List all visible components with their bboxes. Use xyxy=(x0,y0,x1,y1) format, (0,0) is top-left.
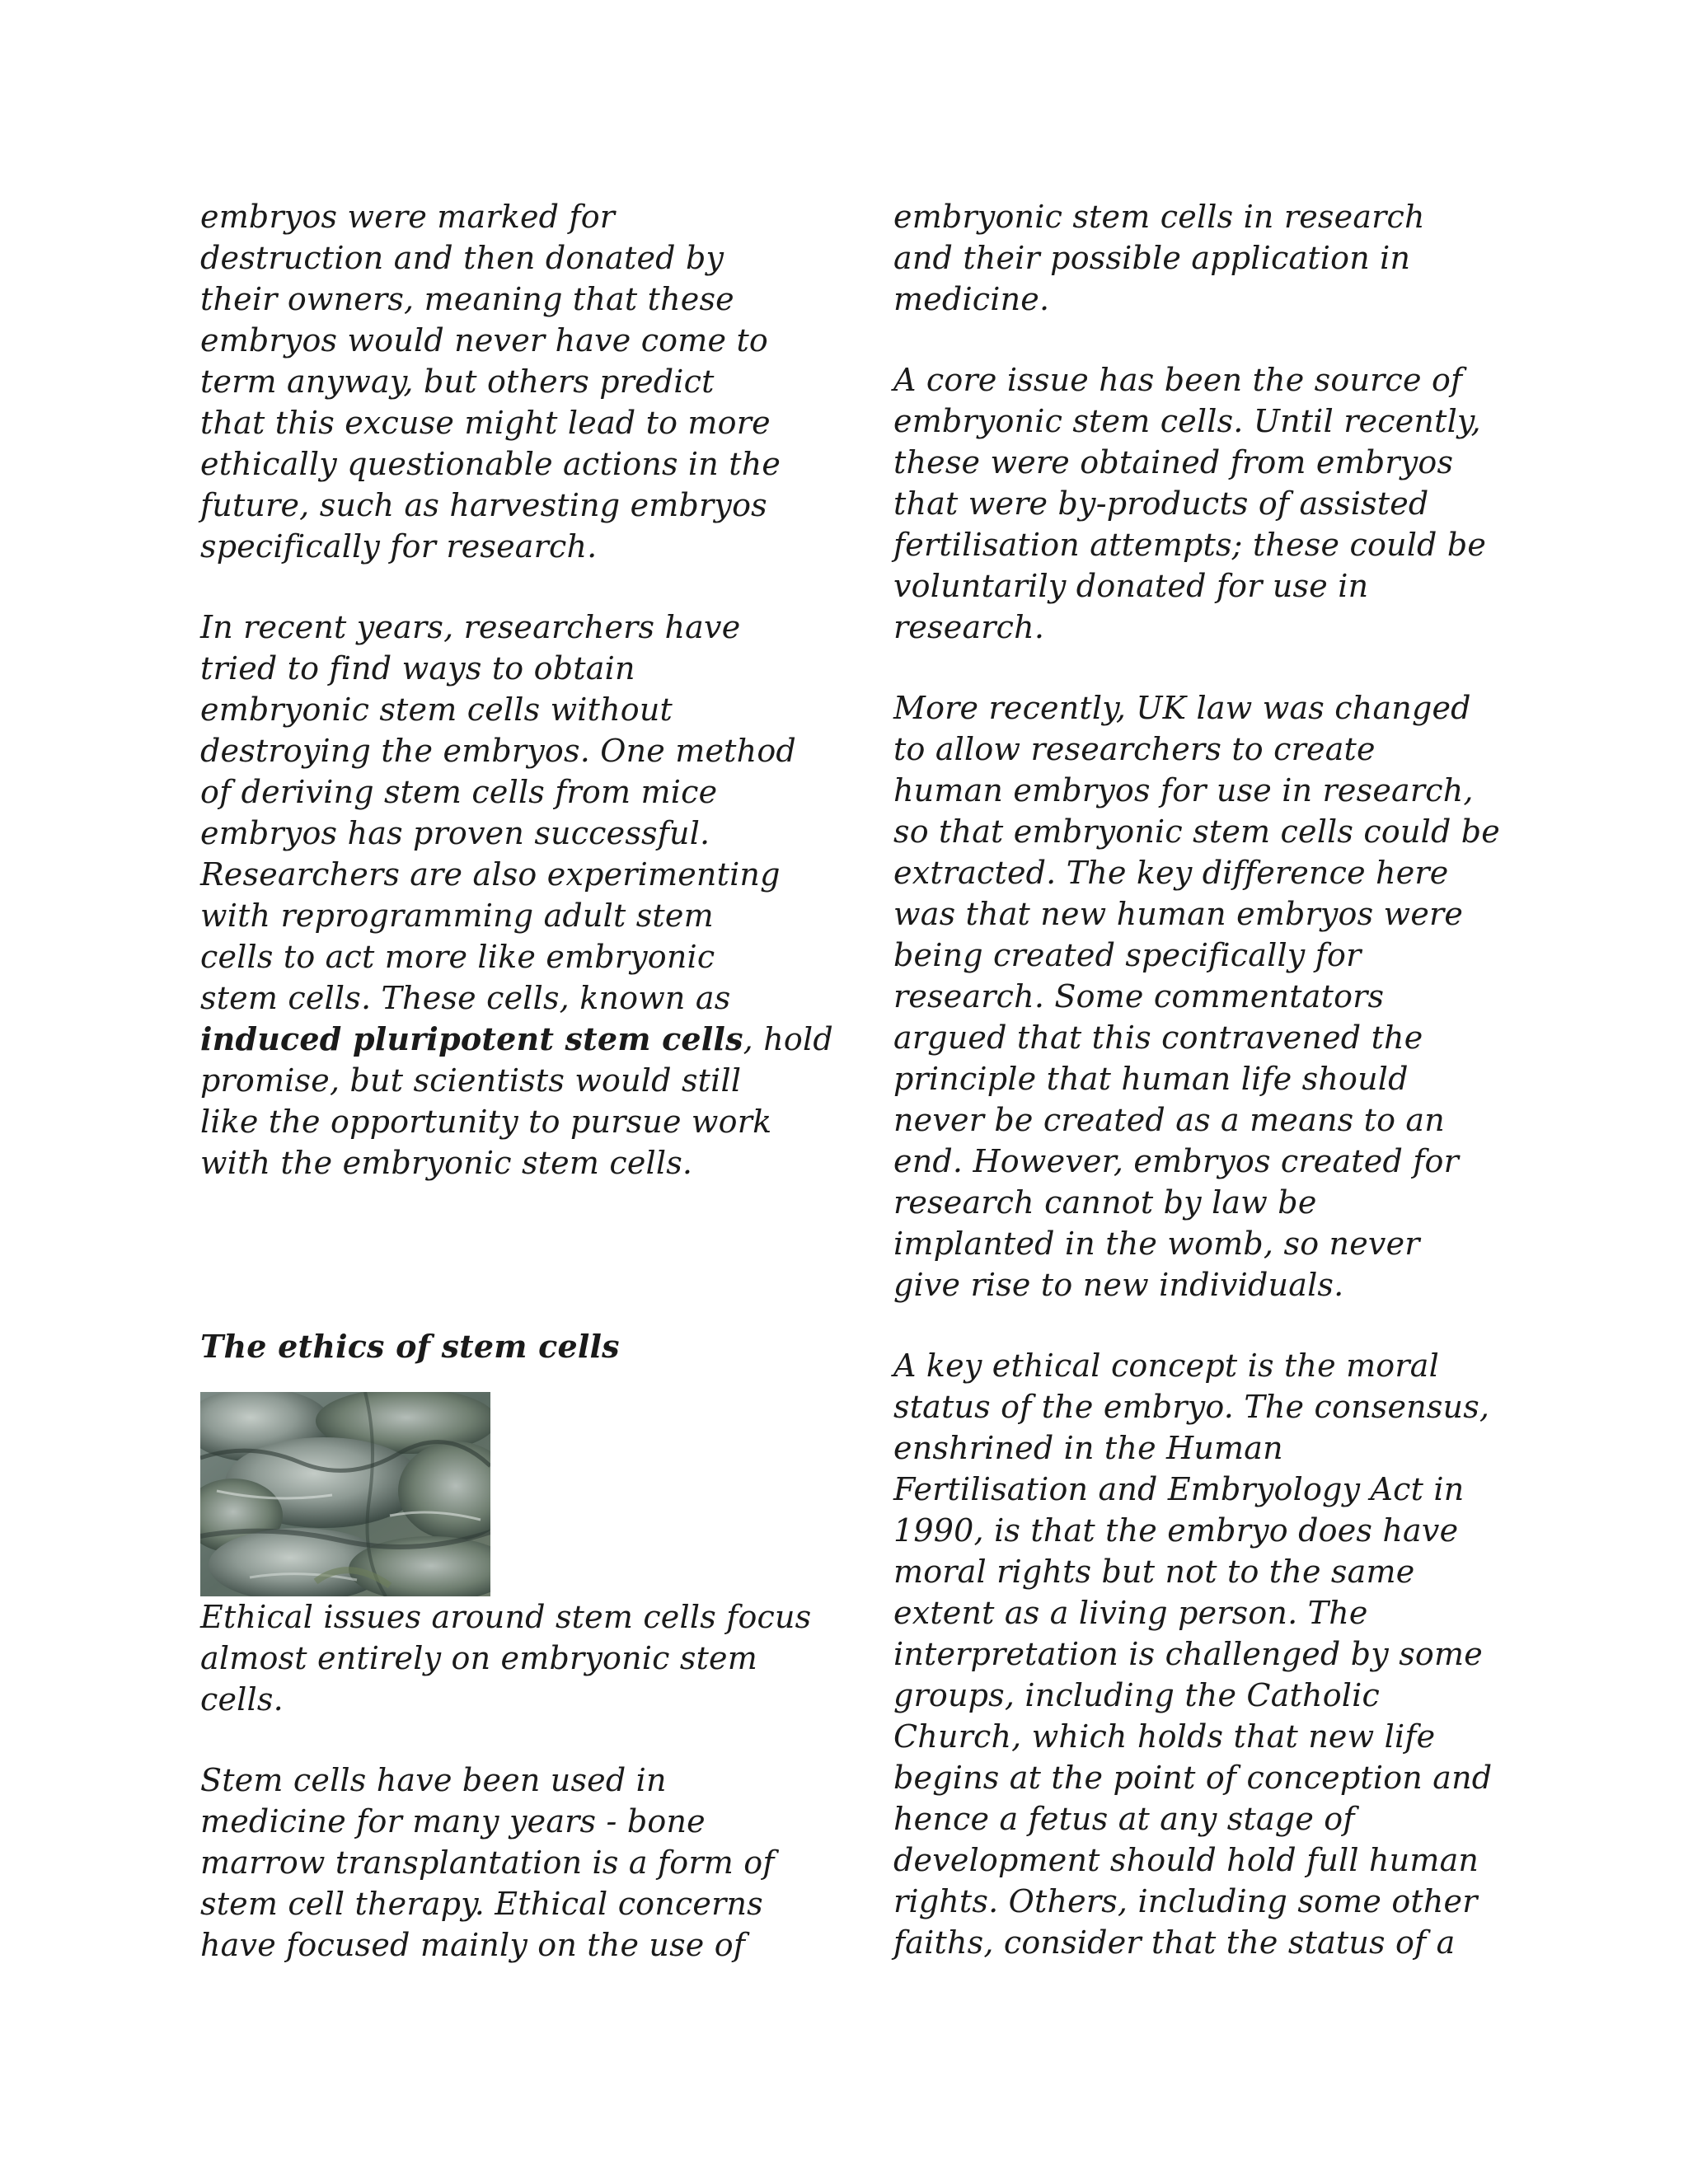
text-line: ethically questionable actions in the xyxy=(200,446,781,482)
text-line: groups, including the Catholic xyxy=(893,1677,1380,1713)
text-line: More recently, UK law was changed xyxy=(893,690,1471,726)
text-line: medicine for many years - bone xyxy=(200,1803,706,1840)
text-line: term anyway, but others predict xyxy=(200,363,715,400)
text-line: their owners, meaning that these xyxy=(200,281,734,317)
text-line: enshrined in the Human xyxy=(893,1430,1283,1466)
paragraph-core-issue xyxy=(893,359,1520,648)
text-line: with the embryonic stem cells. xyxy=(200,1145,693,1181)
text-line: begins at the point of conception and xyxy=(893,1760,1493,1796)
text-line: destroying the embryos. One method xyxy=(200,733,796,769)
text-line: was that new human embryos were xyxy=(893,896,1464,932)
text-line: give rise to new individuals. xyxy=(893,1267,1344,1303)
text-line: Fertilisation and Embryology Act in xyxy=(893,1471,1465,1507)
text-line: future, such as harvesting embryos xyxy=(200,487,767,523)
text-line: extent as a living person. The xyxy=(893,1595,1368,1631)
text-line: A core issue has been the source of xyxy=(893,362,1463,398)
text-line: 1990, is that the embryo does have xyxy=(893,1512,1459,1549)
text-line: Ethical issues around stem cells xyxy=(200,1599,716,1635)
paragraph-stem-cell-medicine xyxy=(200,1760,827,1966)
text-line: extracted. The key difference here xyxy=(893,855,1449,891)
text-line: embryonic stem cells. Until recently, xyxy=(893,403,1481,439)
text-line: focus almost entirely on embryonic xyxy=(200,1599,812,1676)
text-line: Researchers are also experimenting xyxy=(200,856,781,893)
paragraph-embryo-destruction xyxy=(200,196,827,567)
text-line: research cannot by law be xyxy=(893,1184,1317,1221)
paragraph-uk-law xyxy=(893,687,1520,1305)
text-line: tried to find ways to obtain xyxy=(200,650,635,687)
text-line: being created specifically for xyxy=(893,937,1362,973)
section-heading: The ethics of stem cells xyxy=(200,1328,620,1365)
text-line xyxy=(200,1019,833,1060)
text-line: embryos were marked for xyxy=(200,199,616,235)
text-line: development should hold full human xyxy=(893,1842,1479,1878)
text-line: stem cell therapy. Ethical concerns xyxy=(200,1886,763,1922)
text-line: status of the embryo. The consensus, xyxy=(893,1389,1490,1425)
paragraph-continuation xyxy=(893,196,1520,320)
text-line: embryos would never have come to xyxy=(200,322,769,359)
text-line: embryonic stem cells in research xyxy=(893,199,1425,235)
text-line: with reprogramming adult stem xyxy=(200,898,714,934)
text-line: hence a fetus at any stage of xyxy=(893,1801,1355,1837)
text-line: like the opportunity to pursue work xyxy=(200,1104,772,1140)
text-line: Church, which holds that new life xyxy=(893,1718,1436,1755)
text-line: have focused mainly on the use of xyxy=(200,1927,746,1963)
text-line: and their possible application in xyxy=(893,240,1411,276)
text-line: destruction and then donated by xyxy=(200,240,724,276)
text-line: Stem cells have been used in xyxy=(200,1762,667,1798)
text-line: so that embryonic stem cells could be xyxy=(893,813,1500,850)
text-line: stem cells. xyxy=(200,1640,757,1718)
bold-term-ipsc: induced pluripotent stem cells xyxy=(200,1020,743,1057)
text-line: interpretation is challenged by some xyxy=(893,1636,1483,1672)
text-line: rights. Others, including some other xyxy=(893,1883,1478,1919)
text-line: research. Some commentators xyxy=(893,978,1385,1015)
text-line: that this excuse might lead to more xyxy=(200,405,771,441)
text-line: embryos has proven successful. xyxy=(200,815,710,851)
image-caption xyxy=(200,1596,827,1720)
text-line: to allow researchers to create xyxy=(893,731,1376,767)
text-line: specifically for research. xyxy=(200,528,598,565)
text-line: implanted in the womb, so never xyxy=(893,1226,1420,1262)
paragraph-recent-research xyxy=(200,607,833,1183)
right-column xyxy=(893,196,1520,2003)
text-line: A key ethical concept is the moral xyxy=(893,1347,1439,1384)
text-line: marrow transplantation is a form of xyxy=(200,1844,775,1881)
stem-cell-micrograph-image xyxy=(200,1392,490,1596)
text-line: medicine. xyxy=(893,281,1050,317)
text-line: principle that human life should xyxy=(893,1061,1409,1097)
paragraph-moral-status xyxy=(893,1345,1520,1963)
text-line: cells to act more like embryonic xyxy=(200,939,715,975)
text-line: moral rights but not to the same xyxy=(893,1554,1415,1590)
text-line: embryonic stem cells without xyxy=(200,691,673,728)
text-line: these were obtained from embryos xyxy=(893,444,1454,480)
text-line: of deriving stem cells from mice xyxy=(200,774,718,810)
left-column xyxy=(200,196,833,2005)
text-line: In recent years, researchers have xyxy=(200,609,741,645)
text-line: that were by-products of assisted xyxy=(893,485,1429,522)
text-line: faiths, consider that the status of a xyxy=(893,1924,1456,1961)
text-line: never be created as a means to an xyxy=(893,1102,1445,1138)
text-line: research. xyxy=(893,609,1045,645)
text-line: argued that this contravened the xyxy=(893,1019,1423,1056)
text-line: promise, but scientists would still xyxy=(200,1062,742,1099)
text-line: end. However, embryos created for xyxy=(893,1143,1459,1179)
text-line: voluntarily donated for use in xyxy=(893,568,1369,604)
text-line: stem cells. These cells, known as xyxy=(200,980,731,1016)
text-fragment: , hold xyxy=(743,1021,833,1057)
text-line: fertilisation attempts; these could be xyxy=(893,527,1487,563)
text-line: human embryos for use in research, xyxy=(893,772,1474,808)
